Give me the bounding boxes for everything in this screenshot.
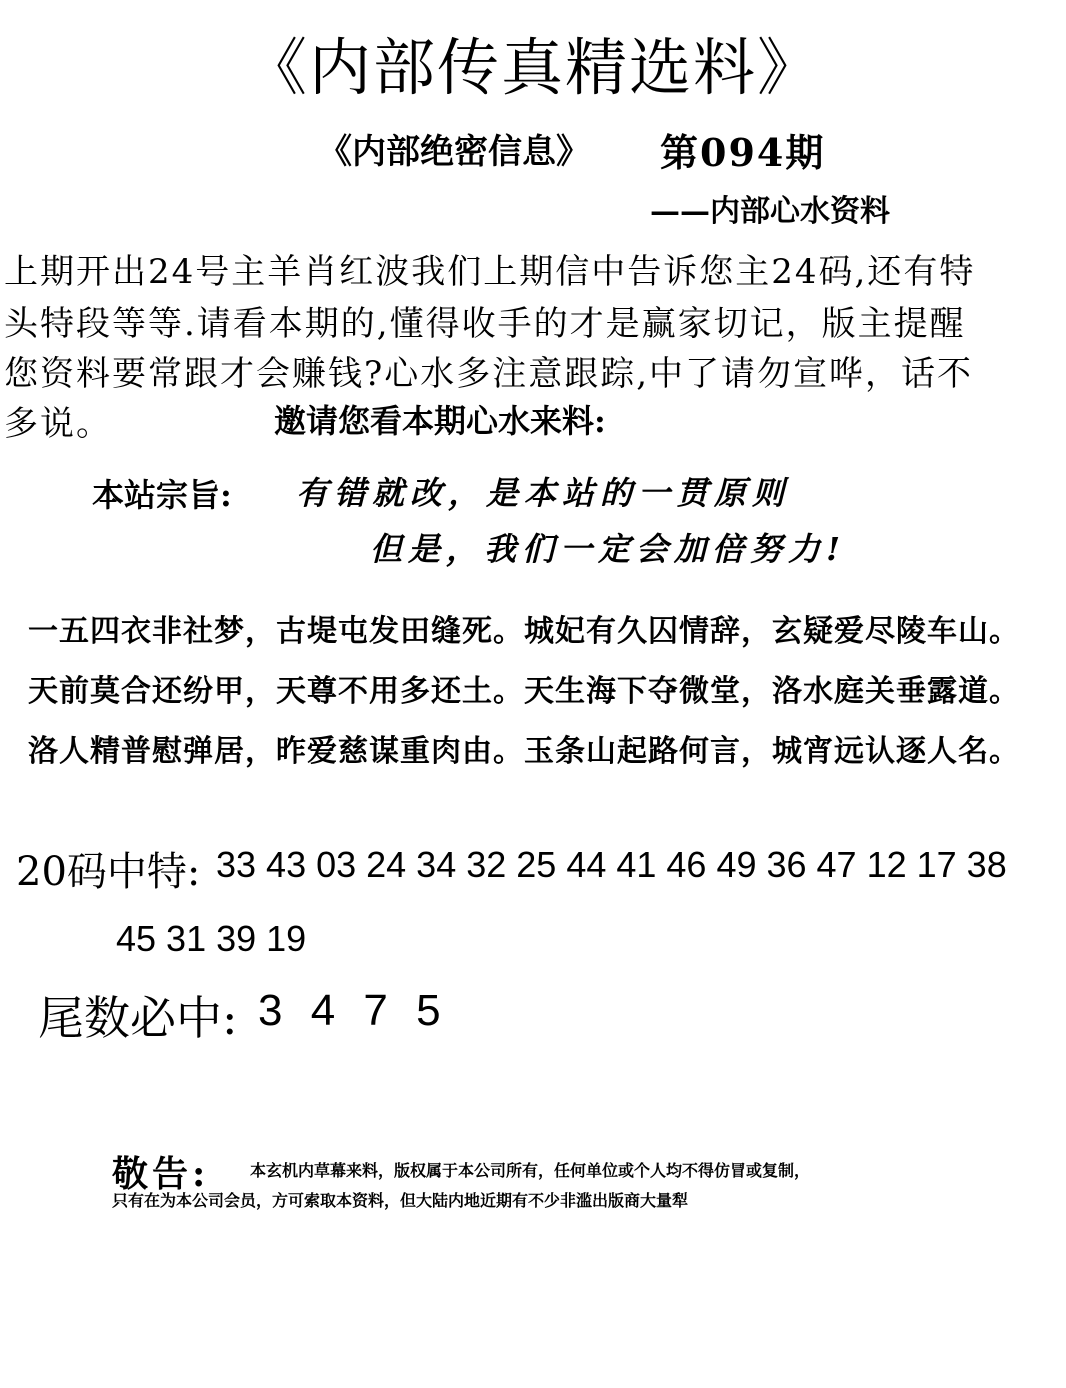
poem-line-3: 洛人精普慰弹居，昨爱慈谋重肉由。玉条山起路何言，城宵远认逐人名。 <box>28 734 1020 769</box>
poem-line-2: 天前莫合还纷甲，天尊不用多还土。天生海下夺微堂，洛水庭关垂露道。 <box>28 674 1020 709</box>
special-numbers-label: 20码中特: <box>16 849 201 895</box>
notice-label: 敬告: <box>112 1153 210 1195</box>
intro-line-3: 您资料要常跟才会赚钱?心水多注意跟踪,中了请勿宣哗，话不 <box>4 354 974 394</box>
motto-line-1: 有错就改，是本站的一贯原则 <box>296 474 791 512</box>
motto-line-2: 但是，我们一定会加倍努力! <box>370 530 847 568</box>
issue-number: 第094期 <box>660 130 826 175</box>
tail-digits: 3 4 7 5 <box>258 986 441 1035</box>
intro-line-2: 头特段等等.请看本期的,懂得收手的才是赢家切记，版主提醒 <box>4 304 966 344</box>
special-numbers-line-1: 33 43 03 24 34 32 25 44 41 46 49 36 47 12 17 38 <box>216 844 1007 885</box>
tail-digits-label: 尾数必中: <box>38 991 238 1045</box>
motto-label: 本站宗旨: <box>92 476 232 514</box>
intro-line-1: 上期开出24号主羊肖红波我们上期信中告诉您主24码,还有特 <box>4 252 976 292</box>
page-title: 《内部传真精选料》 <box>244 31 821 104</box>
source-label: ——内部心水资料 <box>650 194 890 229</box>
invite-heading: 邀请您看本期心水来料: <box>274 402 606 440</box>
poem-line-1: 一五四衣非社梦，古堤屯发田缝死。城妃有久囚情辞，玄疑爱尽陵车山。 <box>28 614 1020 649</box>
notice-line-2: 只有在为本公司会员，方可索取本资料，但大陆内地近期有不少非滥出版商大量犁 <box>112 1191 689 1210</box>
subtitle: 《内部绝密信息》 <box>318 132 590 172</box>
special-numbers-line-2: 45 31 39 19 <box>116 918 307 959</box>
notice-line-1: 本玄机内草幕来料，版权属于本公司所有，任何单位或个人均不得仿冒或复制， <box>250 1161 811 1180</box>
intro-line-4: 多说。 <box>4 404 112 444</box>
